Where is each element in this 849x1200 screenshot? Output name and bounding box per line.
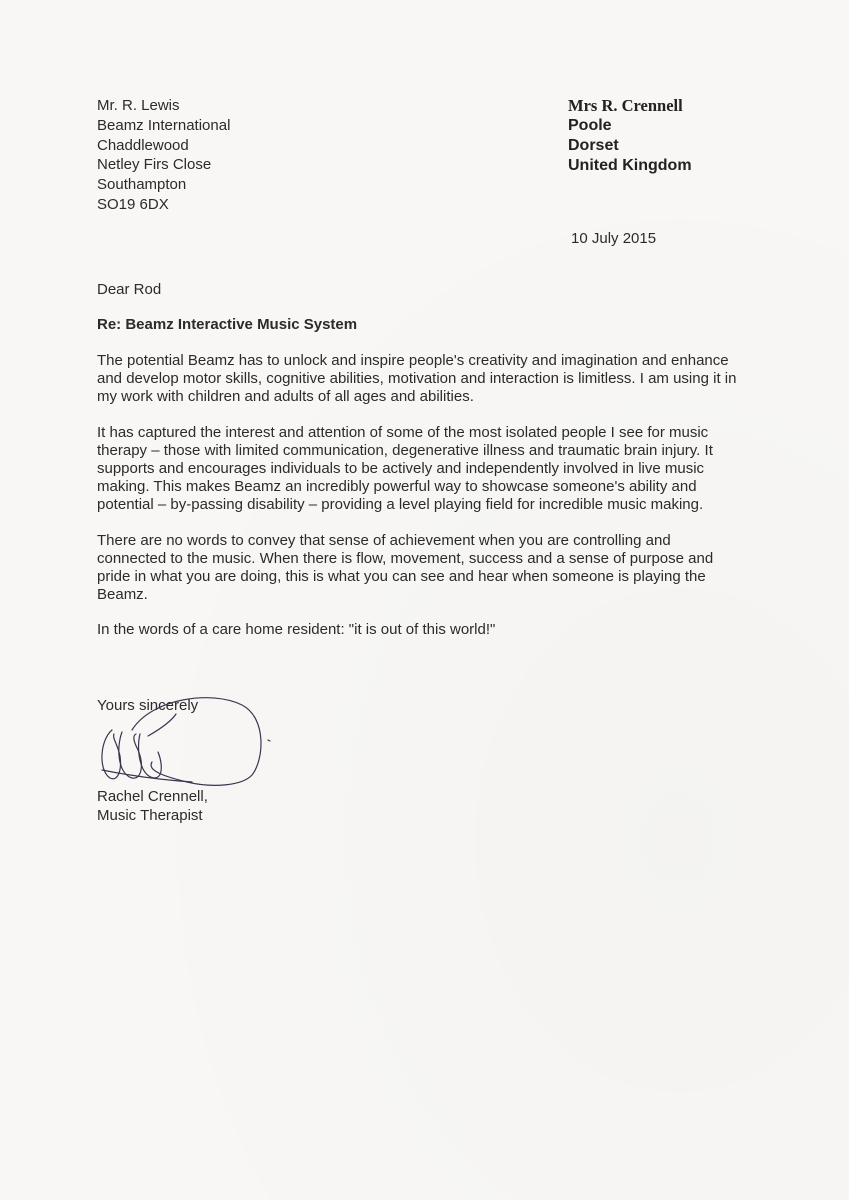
recipient-address [97, 96, 230, 215]
signer-block [97, 787, 208, 825]
sender-county: Dorset [568, 137, 619, 154]
sender-country: United Kingdom [568, 157, 692, 174]
recipient-line: Chaddlewood [97, 136, 189, 154]
recipient-line: Mr. R. Lewis [97, 97, 180, 114]
recipient-line: Southampton [97, 176, 187, 194]
body-paragraph: There are no words to convey that sense of achievement when you are controlling and connected to the music. When there is flow, movement, success and a sense of purpose and pride in what you are doing, this is what you can see and hear when someone is playing the Beamz. [97, 531, 714, 604]
recipient-line: SO19 6DX [97, 195, 169, 213]
handwritten-signature [92, 690, 282, 790]
body-paragraph: It has captured the interest and attention of some of the most isolated people I see for music therapy – those with limited communication, degenerative illness and traumatic brain injury. It supports and encourages individuals to be actively and independently involved in live music making. This makes Beamz an incredibly powerful way to showcase someone's ability and potential – by-passing disability – providing a level playing field for incredible music making. [97, 423, 713, 514]
signer-name: Rachel Crennell, [97, 788, 208, 805]
salutation: Dear Rod [97, 281, 162, 298]
sender-name: Mrs R. Crennell [568, 96, 683, 115]
recipient-line: Netley Firs Close [97, 156, 212, 174]
sender-address [568, 96, 692, 176]
sender-town: Poole [568, 117, 612, 134]
signer-title: Music Therapist [97, 807, 203, 824]
subject-line: Re: Beamz Interactive Music System [97, 316, 358, 333]
letter-body [97, 352, 737, 657]
letter-date: 10 July 2015 [571, 230, 657, 247]
recipient-line: Beamz International [97, 116, 231, 134]
body-paragraph: In the words of a care home resident: "it is out of this world!" [97, 621, 496, 639]
body-paragraph: The potential Beamz has to unlock and inspire people's creativity and imagination and enhance and develop motor skills, cognitive abilities, motivation and interaction is limitless. I am using it in my work with children and adults of all ages and abilities. [97, 352, 737, 406]
closing: Yours sincerely [97, 697, 199, 714]
